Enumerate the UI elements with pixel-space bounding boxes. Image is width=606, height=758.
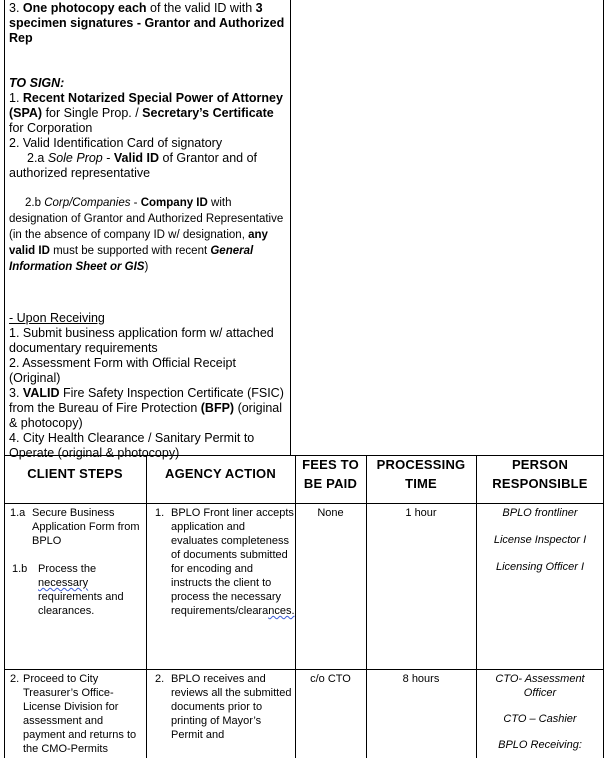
item-number: 3. [9, 1, 23, 15]
person-bplo-frontliner: BPLO frontliner [502, 507, 578, 519]
requirement-item-3 [9, 1, 287, 46]
column-divider-requirements [290, 0, 291, 455]
header-person-responsible: PERSON RESPONSIBLE [492, 457, 588, 491]
client-step-1b: 1.b Process the necessary requirements and clearances. [12, 563, 124, 617]
upon-receiving-heading: - Upon Receiving [9, 311, 105, 325]
person-cto-cashier: CTO – Cashier [503, 713, 577, 725]
table-border-left [4, 0, 5, 758]
sign-item-1: 1. Recent Notarized Special Power of Attorney (SPA) for Single Prop. / Secretary’s Certificate for Corporation [9, 91, 283, 135]
person-responsible-1 [476, 506, 604, 574]
header-processing-time: PROCESSING TIME [376, 457, 466, 491]
requirements-cell [9, 1, 287, 461]
agency-action-1: 1. BPLO Front liner accepts application and evaluates completeness of documents submitted for encoding and instructs the client to process the necessary requirements/clearances. [155, 507, 295, 617]
sign-item-2b: 2.b Corp/Companies - Company ID with designation of Grantor and Authorized Representative (in the absence of company ID w/ designation, any valid ID must be supported with recent General Information Sheet or GIS) [9, 197, 284, 273]
row-divider-step-2 [4, 669, 604, 670]
fee-2: c/o CTO [310, 673, 351, 685]
header-fees: FEES TO BE PAID [302, 457, 359, 491]
bold-text: One photocopy each [22, 1, 147, 15]
client-step-1a: 1.a Secure Business Application Form from BPLO [10, 507, 140, 547]
person-license-inspector: License Inspector I [493, 534, 587, 546]
sign-item-2: 2. Valid Identification Card of signatory [9, 136, 223, 150]
client-step-1 [10, 506, 144, 618]
text: of the valid ID with [146, 1, 256, 15]
person-bplo-receiving: BPLO Receiving: [498, 739, 582, 751]
bold-text: 3 specimen signatures - Grantor and Authorized Rep [9, 1, 285, 45]
client-step-2: 2. Proceed to City Treasurer’s Office- License Division for assessment and payment and returns to the CMO-Permits [10, 673, 137, 755]
person-licensing-officer: Licensing Officer I [495, 561, 585, 573]
table-border-right [603, 0, 604, 758]
to-sign-heading: TO SIGN: [9, 76, 65, 90]
agency-action-2: 2. BPLO receives and reviews all the submitted documents prior to printing of Mayor’s Permit and [155, 673, 292, 741]
person-responsible-2 [484, 672, 596, 752]
processing-time-2: 8 hours [402, 673, 440, 685]
citizen-charter-table [4, 0, 604, 758]
receiving-item-4: 4. City Health Clearance / Sanitary Permit to Operate (original & photocopy) [9, 431, 255, 460]
person-cto-assessment: CTO- Assessment Officer [495, 673, 585, 699]
receiving-item-3: 3. VALID Fire Safety Inspection Certificate (FSIC) from the Bureau of Fire Protection (BFP) (original & photocopy) [9, 386, 284, 430]
receiving-item-1: 1. Submit business application form w/ attached documentary requirements [9, 326, 274, 355]
row-divider-header-bottom [4, 503, 604, 504]
fee-1: None [317, 507, 344, 519]
header-agency-action: AGENCY ACTION [165, 466, 276, 481]
sign-item-2a: 2.a Sole Prop - Valid ID of Grantor and of authorized representative [9, 151, 258, 180]
receiving-item-2: 2. Assessment Form with Official Receipt (Original) [9, 356, 236, 385]
processing-time-1: 1 hour [405, 507, 437, 519]
header-client-steps: CLIENT STEPS [27, 466, 123, 481]
